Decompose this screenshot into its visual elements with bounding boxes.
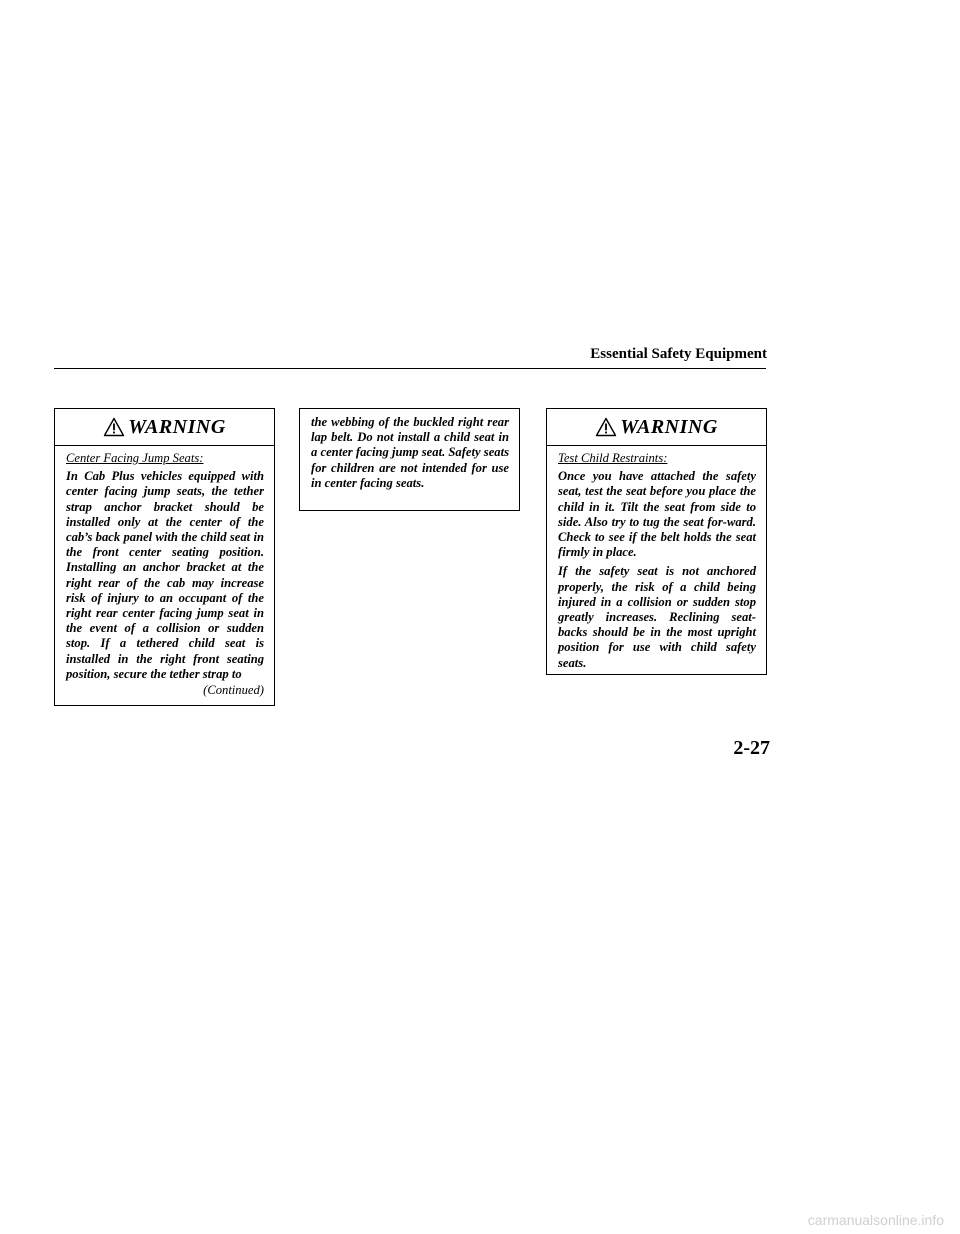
- warning-subheading: Test Child Restraints:: [558, 451, 668, 465]
- warning-triangle-icon: [103, 417, 125, 437]
- warning-text: the webbing of the buckled right rear lap belt. Do not install a child seat in a center facing jump seat. Safety seats for children are not intended for use in center facing seats.: [311, 415, 509, 490]
- watermark: carmanualsonline.info: [807, 1212, 944, 1228]
- warning-box-center-facing-jump-seats: [54, 408, 275, 706]
- warning-subheading: Center Facing Jump Seats:: [66, 451, 204, 465]
- header-rule: [54, 368, 766, 369]
- warning-body: [55, 446, 274, 704]
- warning-box-continuation: [299, 408, 520, 511]
- warning-body: [300, 409, 519, 497]
- section-title: Essential Safety Equipment: [590, 346, 767, 362]
- continued-label: (Continued): [203, 683, 264, 698]
- warning-body: [547, 446, 766, 681]
- warning-header: [547, 409, 766, 446]
- warning-heading: WARNING: [128, 415, 226, 438]
- warning-heading: WARNING: [620, 415, 718, 438]
- warning-box-test-child-restraints: [546, 408, 767, 675]
- warning-paragraph: If the safety seat is not anchored properly, the risk of a child being injured in a collision or sudden stop greatly increases. Reclining seat-backs should be in the most upright position for use with child safety seats.: [558, 564, 756, 670]
- warning-text: In Cab Plus vehicles equipped with center facing jump seats, the tether strap anchor bracket should be installed only at the center of the cab’s back panel with the child seat in the front center seating position. Installing an anchor bracket at the right rear of the cab may increase risk of injury to an occupant of the right rear center facing jump seat in the event of a collision or sudden stop. If a tethered child seat is installed in the right front seating position, secure the tether strap to: [66, 469, 264, 681]
- warning-header: [55, 409, 274, 446]
- page-number: 2-27: [733, 737, 770, 759]
- warning-triangle-icon: [595, 417, 617, 437]
- warning-paragraph: Once you have attached the safety seat, test the seat before you place the child in it. Tilt the seat from side to side. Also try to tug the seat for-ward. Check to see if the belt holds the seat firmly in place.: [558, 469, 756, 560]
